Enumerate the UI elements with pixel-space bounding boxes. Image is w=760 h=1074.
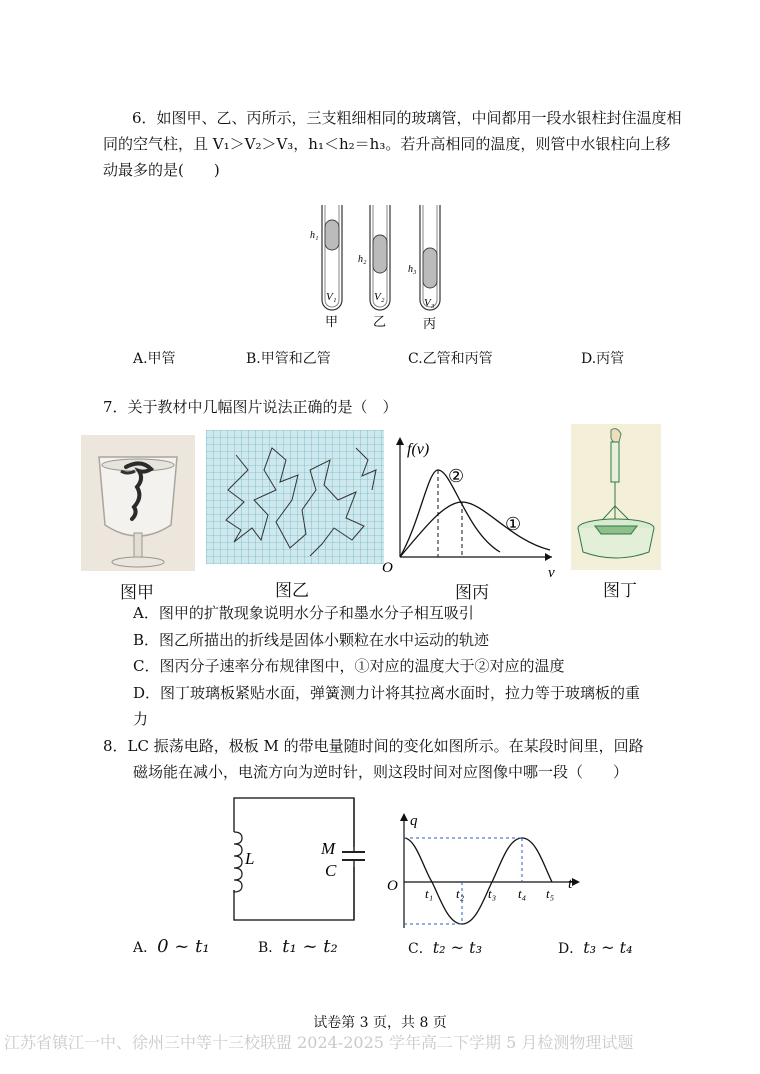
q6-stem-line2: 同的空气柱，且 V₁＞V₂＞V₃，h₁＜h₂＝h₃。若升高相同的温度，则管中水银柱向上移 <box>103 135 671 153</box>
q8-option-b: B．t₁ ~ t₂ <box>258 936 338 957</box>
q7-option-b: B．图乙所描出的折线是固体小颗粒在水中运动的轨迹 <box>133 631 490 649</box>
q6-tubes-figure <box>300 200 460 335</box>
q8-option-c: C．t₂ ~ t₃ <box>408 938 482 957</box>
qt-xlabel: t <box>568 876 573 892</box>
lc-circuit-diagram <box>225 792 365 927</box>
caption-ding: 图丁 <box>603 581 637 601</box>
q8-option-a: A．0 ~ t₁ <box>133 936 210 957</box>
q6-option-c: C.乙管和丙管 <box>408 351 493 367</box>
charge-time-graph <box>384 810 584 935</box>
tick-t5: t₅ <box>546 886 555 901</box>
q8-stem-line1: 8．LC 振荡电路，极板 M 的带电量随时间的变化如图所示。在某段时间里，回路 <box>103 737 644 755</box>
q7-option-d-cont: 力 <box>133 710 149 728</box>
qt-origin: O <box>387 878 398 894</box>
tube3-h-label: h₃ <box>408 264 417 275</box>
curve1-label: ① <box>505 514 522 534</box>
tube2-v-label: V₂ <box>374 291 385 303</box>
caption-jia: 图甲 <box>120 583 154 603</box>
q6-option-a: A.甲管 <box>133 351 176 367</box>
q6-option-b: B.甲管和乙管 <box>246 351 331 367</box>
curve2-label: ② <box>448 466 465 486</box>
plate-m-label: M <box>321 839 336 858</box>
q6-stem-line3: 动最多的是( ) <box>103 161 220 179</box>
dist-ylabel: f(v) <box>407 441 430 458</box>
dist-origin: O <box>382 560 393 576</box>
tick-t1: t₁ <box>425 886 434 901</box>
brownian-motion-grid <box>206 430 384 564</box>
tube-bing <box>420 205 440 310</box>
qt-ylabel: q <box>410 813 418 829</box>
tick-t3: t₃ <box>488 886 497 901</box>
caption-bing: 图丙 <box>455 583 489 603</box>
tube3-name: 丙 <box>423 316 437 331</box>
spring-scale-photo <box>571 424 661 570</box>
dist-xlabel: v <box>548 565 555 580</box>
q8-option-d: D．t₃ ~ t₄ <box>558 938 633 957</box>
capacitor-label: C <box>325 861 337 880</box>
inductor-label: L <box>245 849 255 868</box>
tube2-h-label: h₂ <box>358 254 367 265</box>
q7-option-c: C．图丙分子速率分布规律图中，①对应的温度大于②对应的温度 <box>133 657 565 675</box>
q7-option-d: D．图丁玻璃板紧贴水面，弹簧测力计将其拉离水面时，拉力等于玻璃板的重 <box>133 684 641 702</box>
watermark-text: 江苏省镇江一中、徐州三中等十三校联盟 2024-2025 学年高二下学期 5 月检测物理试题 <box>4 1033 634 1052</box>
tube2-name: 乙 <box>373 314 387 329</box>
caption-yi: 图乙 <box>275 581 309 601</box>
q8-stem-line2: 磁场能在减小，电流方向为逆时针，则这段时间对应图像中哪一段（ ） <box>133 763 629 781</box>
tube1-name: 甲 <box>325 314 339 329</box>
q6-option-d: D.丙管 <box>581 351 625 367</box>
q7-stem: 7．关于教材中几幅图片说法正确的是（ ） <box>103 398 398 416</box>
speed-distribution-graph <box>380 432 560 580</box>
q7-option-a: A．图甲的扩散现象说明水分子和墨水分子相互吸引 <box>133 604 474 622</box>
ink-glass-photo <box>81 435 195 571</box>
tube1-v-label: V₁ <box>326 291 337 303</box>
q6-stem-line1: 6．如图甲、乙、丙所示，三支粗细相同的玻璃管，中间都用一段水银柱封住温度相 <box>132 109 682 127</box>
tube1-h-label: h₁ <box>310 230 319 241</box>
tick-t4: t₄ <box>518 886 527 901</box>
page-footer: 试卷第 3 页，共 8 页 <box>313 1015 447 1031</box>
tube3-v-label: V₃ <box>424 297 435 309</box>
tick-t2: t₂ <box>456 886 465 901</box>
